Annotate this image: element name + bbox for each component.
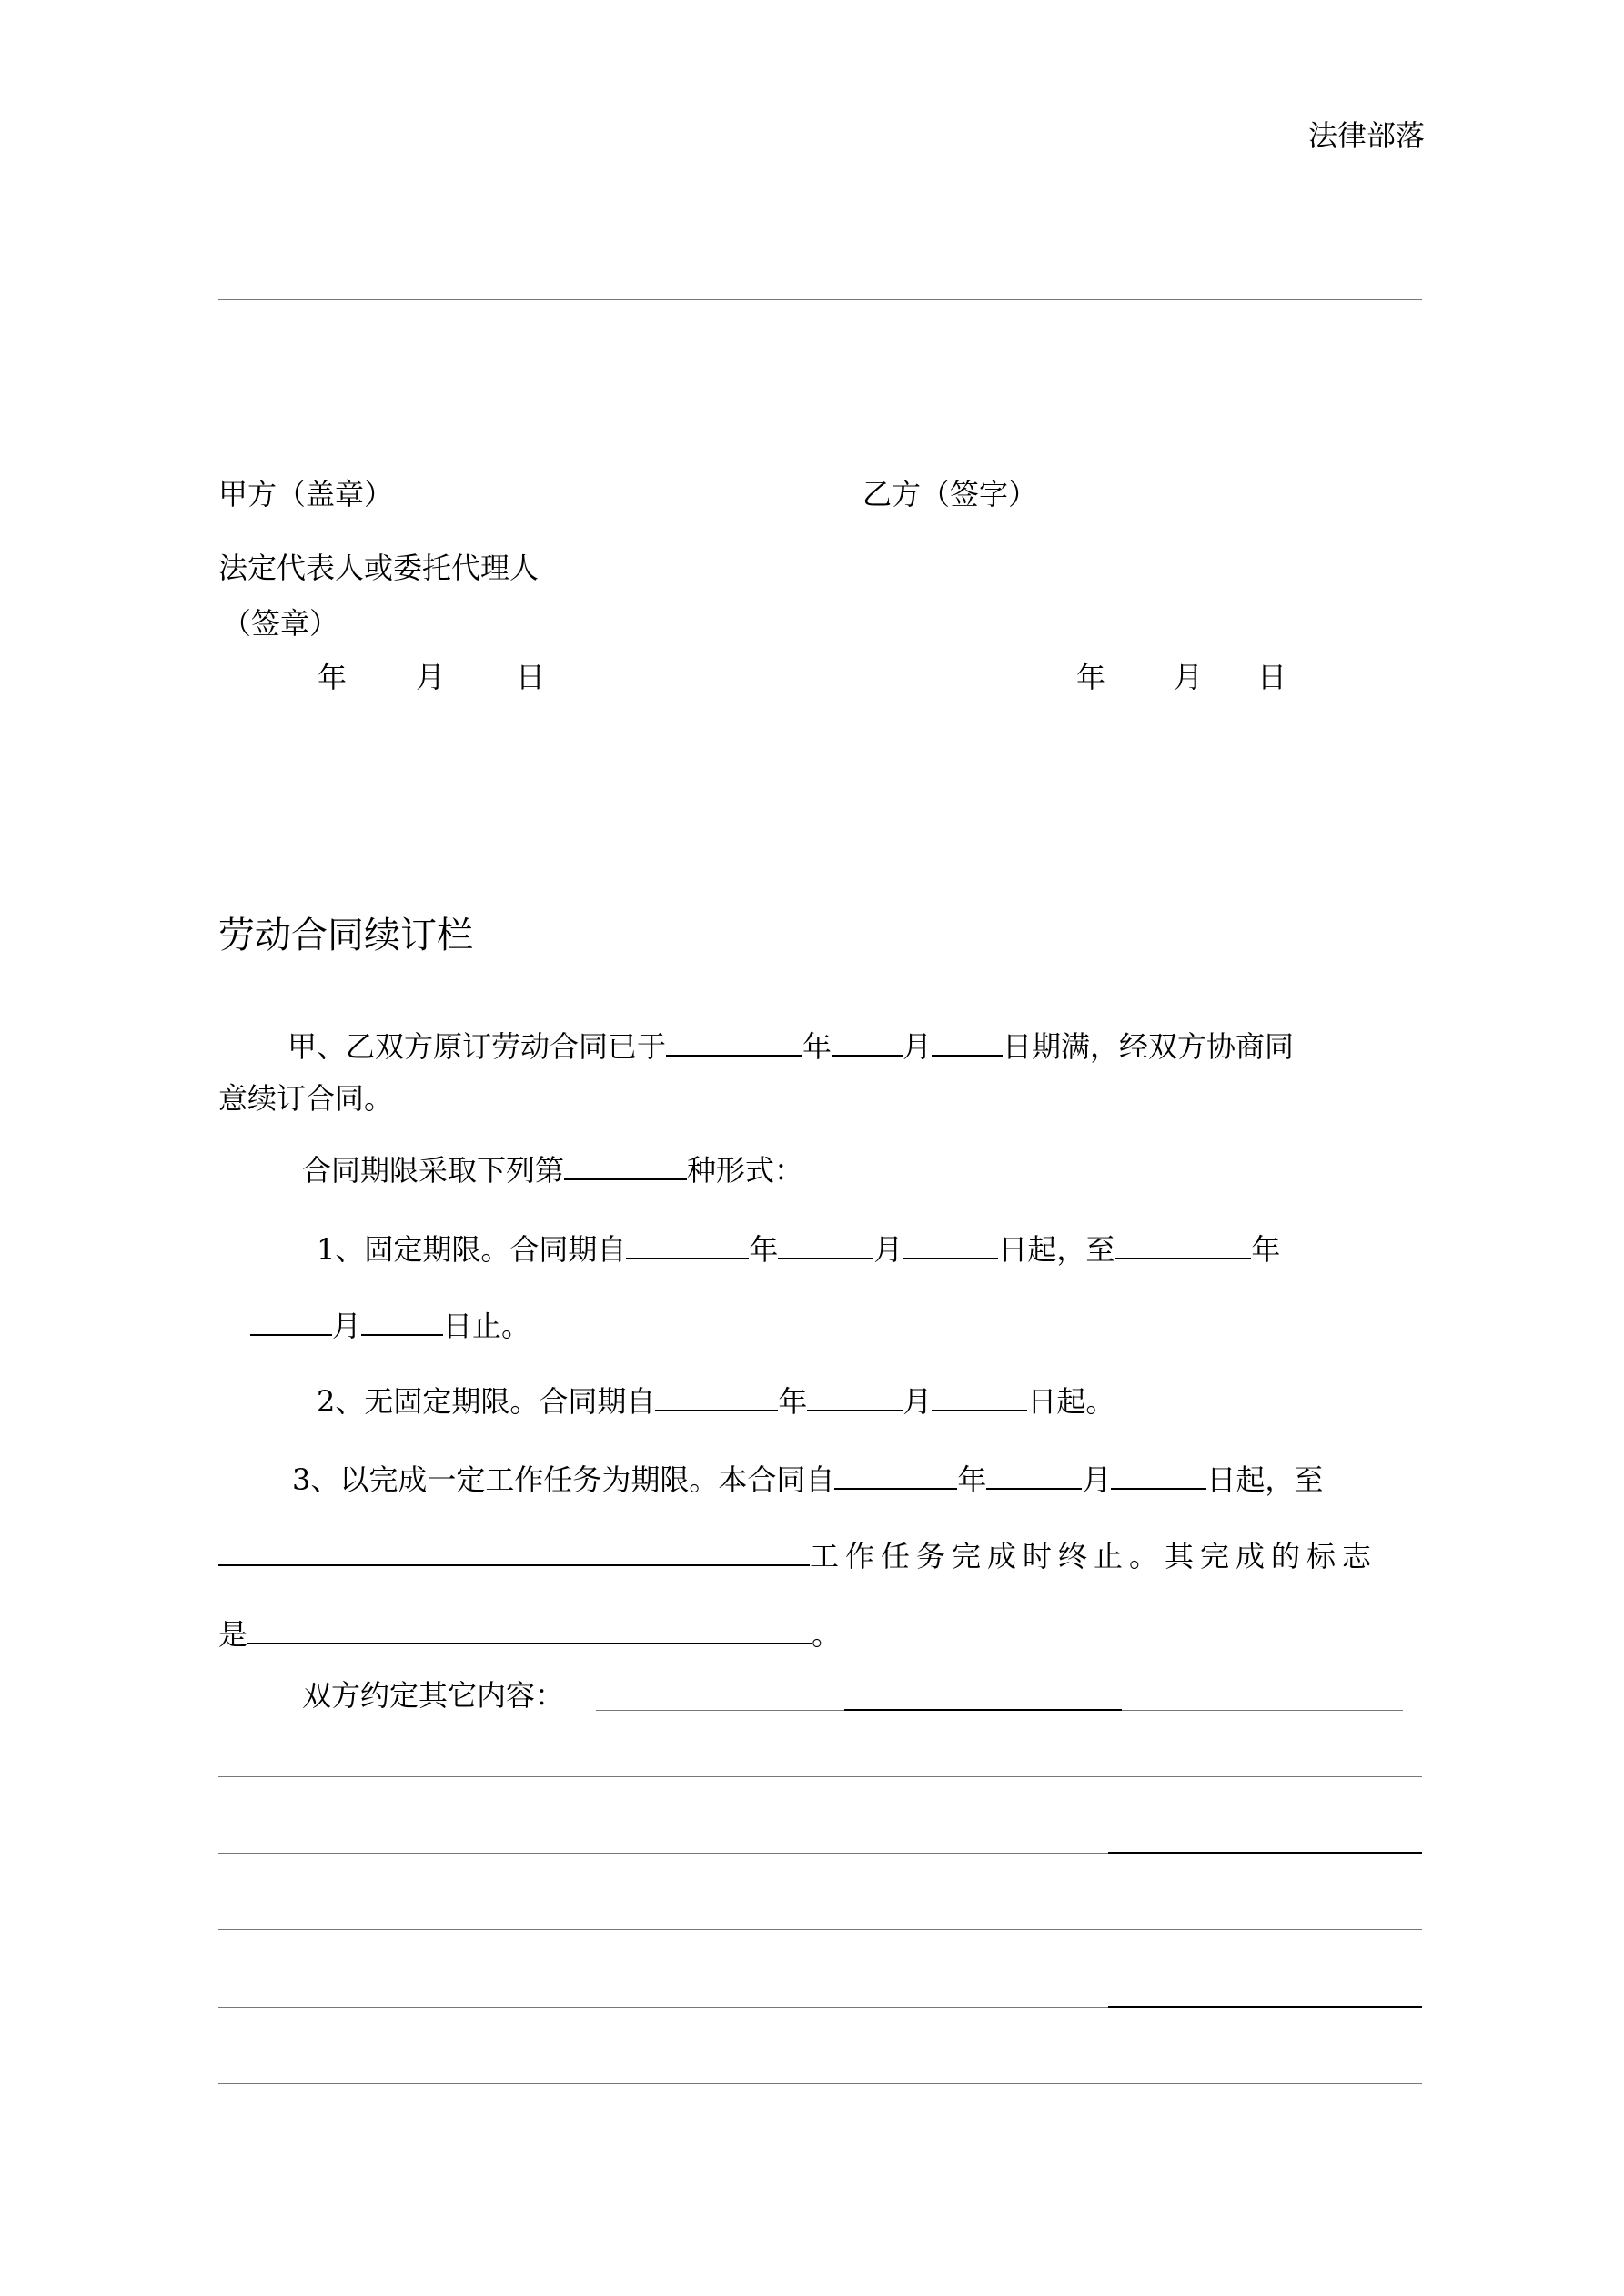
blank-line[interactable] bbox=[218, 1929, 1422, 1930]
option-3-line1 bbox=[292, 1461, 1323, 1498]
representative-label: 法定代表人或委托代理人 bbox=[218, 551, 540, 585]
renewal-paragraph-line1 bbox=[287, 1027, 1294, 1065]
text: 日期满，经双方协商同 bbox=[1003, 1029, 1295, 1064]
party-a-label: 甲方（盖章） bbox=[218, 477, 394, 511]
blank[interactable] bbox=[932, 1382, 1027, 1411]
text: 月 bbox=[903, 1029, 933, 1064]
brand-header: 法律部落 bbox=[1308, 118, 1426, 153]
text: 年 bbox=[802, 1029, 832, 1064]
text: 月 bbox=[332, 1309, 362, 1343]
text: 是 bbox=[218, 1617, 248, 1652]
month-blank[interactable] bbox=[832, 1027, 903, 1057]
option-3-line3 bbox=[218, 1615, 841, 1653]
party-b-month: 月 bbox=[1174, 660, 1204, 694]
term-form-line bbox=[302, 1151, 803, 1188]
option-2-line bbox=[317, 1382, 1115, 1420]
text: 年 bbox=[1251, 1232, 1281, 1267]
blank[interactable] bbox=[1111, 1461, 1206, 1490]
party-b-year: 年 bbox=[1076, 660, 1106, 694]
text: 月 bbox=[873, 1232, 903, 1267]
text: 日起，至 bbox=[998, 1232, 1115, 1267]
text: 日起。 bbox=[1027, 1384, 1115, 1419]
blank[interactable] bbox=[807, 1382, 903, 1411]
text: 月 bbox=[1082, 1462, 1112, 1497]
text: 年 bbox=[957, 1462, 987, 1497]
blank-line[interactable] bbox=[218, 1776, 1422, 1777]
blank[interactable] bbox=[834, 1461, 957, 1490]
task-blank[interactable] bbox=[218, 1537, 810, 1566]
text: 种形式： bbox=[687, 1153, 804, 1188]
form-number-blank[interactable] bbox=[564, 1151, 687, 1180]
other-terms-label: 双方约定其它内容： bbox=[302, 1678, 565, 1713]
blank[interactable] bbox=[986, 1461, 1082, 1490]
divider bbox=[218, 299, 1422, 300]
underline-segment bbox=[1108, 2006, 1422, 2008]
day-blank[interactable] bbox=[932, 1027, 1003, 1057]
blank[interactable] bbox=[361, 1307, 443, 1336]
text: 1、固定期限。合同期自 bbox=[317, 1232, 627, 1267]
option-1-line1 bbox=[317, 1230, 1280, 1268]
blank[interactable] bbox=[655, 1382, 778, 1411]
underline-segment bbox=[1108, 1852, 1422, 1854]
blank[interactable] bbox=[778, 1230, 873, 1259]
blank[interactable] bbox=[250, 1307, 332, 1336]
text: 月 bbox=[903, 1384, 933, 1419]
underline-segment bbox=[844, 1709, 1122, 1711]
text: 甲、乙双方原订劳动合同已于 bbox=[287, 1029, 667, 1064]
party-b-label: 乙方（签字） bbox=[862, 477, 1038, 511]
party-a-day: 日 bbox=[516, 660, 546, 694]
option-1-line2 bbox=[250, 1307, 530, 1344]
option-3-line2 bbox=[218, 1537, 1377, 1574]
blank-line[interactable] bbox=[218, 2083, 1422, 2084]
text: 工作任务完成时终止。其完成的标志 bbox=[810, 1539, 1378, 1573]
seal-label: （签章） bbox=[222, 606, 339, 641]
blank[interactable] bbox=[626, 1230, 749, 1259]
text: 日起，至 bbox=[1206, 1462, 1324, 1497]
text: 年 bbox=[778, 1384, 808, 1419]
text: 合同期限采取下列第 bbox=[302, 1153, 565, 1188]
text: 日止。 bbox=[443, 1309, 531, 1343]
renewal-paragraph-line2: 意续订合同。 bbox=[218, 1081, 394, 1116]
blank[interactable] bbox=[1115, 1230, 1251, 1259]
party-a-month: 月 bbox=[416, 660, 446, 694]
text: 3、以完成一定工作任务为期限。本合同自 bbox=[292, 1462, 835, 1497]
party-a-year: 年 bbox=[318, 660, 348, 694]
text: 年 bbox=[749, 1232, 779, 1267]
year-blank[interactable] bbox=[666, 1027, 802, 1057]
party-b-day: 日 bbox=[1257, 660, 1287, 694]
completion-mark-blank[interactable] bbox=[247, 1615, 812, 1644]
renewal-title: 劳动合同续订栏 bbox=[218, 915, 473, 956]
text: 。 bbox=[812, 1617, 842, 1652]
text: 2、无固定期限。合同期自 bbox=[317, 1384, 656, 1419]
blank[interactable] bbox=[903, 1230, 998, 1259]
